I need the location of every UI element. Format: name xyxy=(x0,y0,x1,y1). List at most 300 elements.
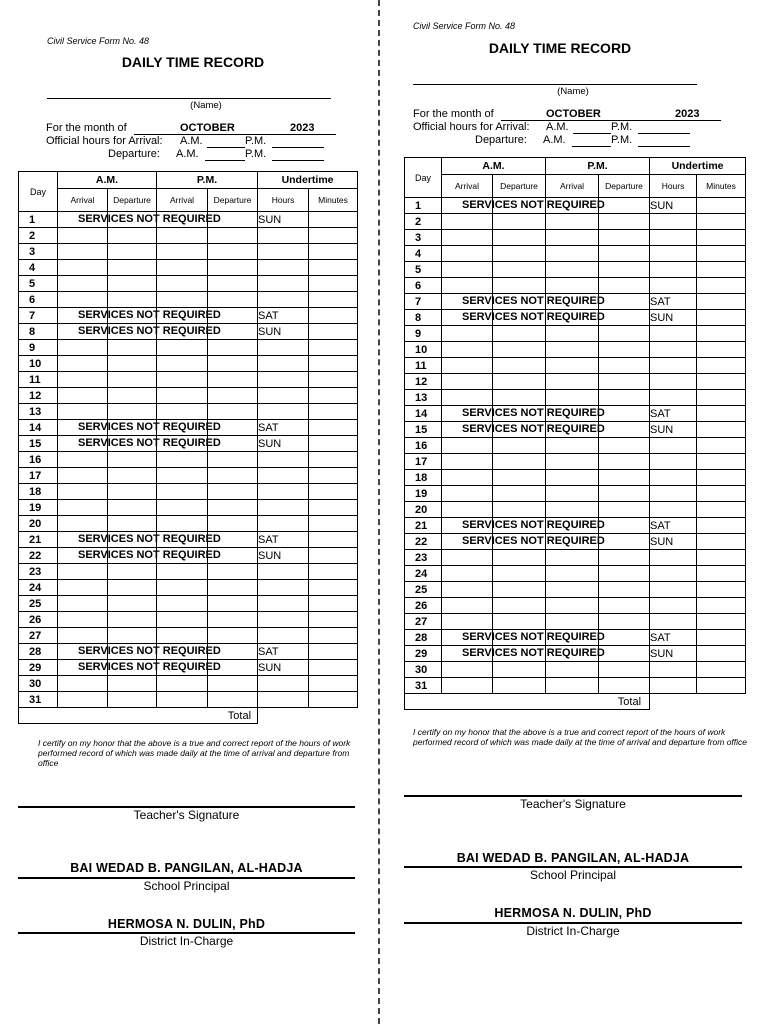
departure-am-line xyxy=(572,146,611,147)
pm-arrival-cell xyxy=(546,534,599,550)
day-number: 20 xyxy=(405,502,442,518)
departure-pm-label: P.M. xyxy=(245,148,267,160)
pm-departure-cell xyxy=(599,534,650,550)
am-departure-cell xyxy=(108,324,157,340)
pm-departure-cell xyxy=(599,486,650,502)
district-title: District In-Charge xyxy=(526,924,620,938)
minutes-cell xyxy=(697,326,746,342)
am-departure-cell xyxy=(493,566,546,582)
weekday-label xyxy=(650,390,697,406)
am-arrival-cell xyxy=(58,564,108,580)
am-arrival-cell xyxy=(442,566,493,582)
pm-departure-cell xyxy=(208,644,258,660)
minutes-cell xyxy=(697,678,746,694)
am-arrival-cell xyxy=(442,662,493,678)
day-number: 17 xyxy=(405,454,442,470)
minutes-cell xyxy=(697,214,746,230)
pm-arrival-cell xyxy=(157,580,208,596)
weekday-label xyxy=(650,342,697,358)
pm-departure-cell xyxy=(208,452,258,468)
day-number: 2 xyxy=(19,228,58,244)
am-departure-cell xyxy=(493,406,546,422)
table-row xyxy=(405,358,746,374)
table-row xyxy=(19,292,358,308)
minutes-cell xyxy=(309,356,358,372)
pm-departure-cell xyxy=(208,276,258,292)
am-arrival-cell xyxy=(442,230,493,246)
pm-arrival-cell xyxy=(546,406,599,422)
minutes-cell xyxy=(309,436,358,452)
pm-departure-cell xyxy=(208,228,258,244)
am-arrival-cell xyxy=(442,646,605,662)
day-number: 6 xyxy=(405,278,442,294)
table-row xyxy=(405,374,746,390)
weekday-label xyxy=(650,326,697,342)
pm-departure-cell xyxy=(599,214,650,230)
am-departure-cell xyxy=(108,404,157,420)
pm-arrival-cell xyxy=(546,246,599,262)
minutes-cell xyxy=(697,342,746,358)
pm-departure-cell xyxy=(599,582,650,598)
am-departure-cell xyxy=(108,628,157,644)
day-number: 3 xyxy=(405,230,442,246)
am-arrival-cell xyxy=(58,612,108,628)
services-not-required-note: SERVICES NOT REQUIRED xyxy=(78,213,221,225)
am-arrival-cell xyxy=(58,308,221,324)
pm-arrival-cell xyxy=(157,260,208,276)
weekday-label xyxy=(258,500,309,516)
table-row xyxy=(19,452,358,468)
weekday-label xyxy=(650,566,697,582)
table-row xyxy=(405,406,746,422)
services-not-required-note: SERVICES NOT REQUIRED xyxy=(462,295,605,307)
am-arrival-cell xyxy=(58,532,221,548)
day-number: 27 xyxy=(19,628,58,644)
day-number: 25 xyxy=(405,582,442,598)
am-arrival-cell xyxy=(442,342,493,358)
am-departure-cell xyxy=(108,484,157,500)
minutes-cell xyxy=(697,630,746,646)
minutes-cell xyxy=(697,534,746,550)
am-departure-cell xyxy=(493,246,546,262)
day-number: 9 xyxy=(405,326,442,342)
pm-departure-cell xyxy=(599,422,650,438)
am-departure-cell xyxy=(108,532,157,548)
am-arrival-cell xyxy=(442,198,605,214)
services-not-required-note: SERVICES NOT REQUIRED xyxy=(78,645,221,657)
pm-departure-cell xyxy=(208,548,258,564)
am-departure-cell xyxy=(493,630,546,646)
table-row xyxy=(405,262,746,278)
am-arrival-cell xyxy=(442,598,493,614)
table-row xyxy=(405,534,746,550)
pm-arrival-cell xyxy=(546,422,599,438)
am-departure-cell xyxy=(493,358,546,374)
pm-arrival-cell xyxy=(157,404,208,420)
weekday-label xyxy=(258,260,309,276)
table-row xyxy=(19,324,358,340)
pm-arrival-cell xyxy=(546,230,599,246)
total-blank xyxy=(650,694,746,710)
table-row xyxy=(19,420,358,436)
weekday-label xyxy=(650,678,697,694)
table-row xyxy=(405,454,746,470)
am-arrival-cell xyxy=(58,436,221,452)
services-not-required-note: SERVICES NOT REQUIRED xyxy=(462,631,605,643)
table-row xyxy=(19,660,358,676)
day-number: 23 xyxy=(405,550,442,566)
am-departure-cell xyxy=(493,678,546,694)
am-arrival-cell xyxy=(442,390,493,406)
day-number: 1 xyxy=(19,212,58,228)
am-departure-cell xyxy=(108,212,157,228)
weekday-label xyxy=(258,484,309,500)
day-number: 4 xyxy=(405,246,442,262)
minutes-cell xyxy=(697,310,746,326)
pm-departure-cell xyxy=(599,566,650,582)
pm-arrival-cell xyxy=(157,452,208,468)
am-header: A.M. xyxy=(442,158,546,175)
pm-departure-cell xyxy=(208,660,258,676)
day-number: 15 xyxy=(19,436,58,452)
minutes-cell xyxy=(697,662,746,678)
am-arrival-cell xyxy=(58,580,108,596)
am-departure-cell xyxy=(493,662,546,678)
day-number: 22 xyxy=(405,534,442,550)
pm-departure-header: Departure xyxy=(599,175,650,198)
weekday-label: SUN xyxy=(258,548,309,564)
arrival-pm-line xyxy=(272,147,324,148)
district-name: HERMOSA N. DULIN, PhD xyxy=(494,906,652,920)
table-row xyxy=(19,308,358,324)
month-line xyxy=(134,134,336,135)
teacher-signature-label: Teacher's Signature xyxy=(133,808,240,822)
day-number: 21 xyxy=(405,518,442,534)
pm-arrival-cell xyxy=(546,486,599,502)
minutes-cell xyxy=(309,676,358,692)
day-number: 12 xyxy=(19,388,58,404)
pm-arrival-cell xyxy=(157,564,208,580)
am-departure-cell xyxy=(108,244,157,260)
day-number: 30 xyxy=(405,662,442,678)
am-departure-cell xyxy=(108,612,157,628)
am-arrival-cell xyxy=(58,676,108,692)
hours-header: Hours xyxy=(650,175,697,198)
day-number: 7 xyxy=(405,294,442,310)
table-row xyxy=(19,404,358,420)
day-number: 11 xyxy=(405,358,442,374)
table-row xyxy=(405,214,746,230)
day-number: 2 xyxy=(405,214,442,230)
pm-departure-cell xyxy=(599,390,650,406)
day-number: 1 xyxy=(405,198,442,214)
pm-arrival-cell xyxy=(157,244,208,260)
pm-departure-cell xyxy=(208,212,258,228)
pm-departure-cell xyxy=(208,388,258,404)
table-row xyxy=(19,644,358,660)
weekday-label: SAT xyxy=(258,308,309,324)
pm-departure-cell xyxy=(599,438,650,454)
am-departure-cell xyxy=(108,580,157,596)
am-arrival-cell xyxy=(442,310,605,326)
minutes-cell xyxy=(309,564,358,580)
am-departure-header: Departure xyxy=(493,175,546,198)
minutes-cell xyxy=(697,518,746,534)
am-departure-cell xyxy=(108,340,157,356)
pm-departure-cell xyxy=(208,468,258,484)
am-arrival-cell xyxy=(58,244,108,260)
table-row xyxy=(405,630,746,646)
am-departure-cell xyxy=(108,420,157,436)
table-row xyxy=(405,278,746,294)
year-value: 2023 xyxy=(290,122,315,134)
am-departure-cell xyxy=(493,518,546,534)
am-arrival-cell xyxy=(58,484,108,500)
pm-departure-cell xyxy=(599,470,650,486)
pm-departure-cell xyxy=(599,502,650,518)
minutes-header: Minutes xyxy=(697,175,746,198)
services-not-required-note: SERVICES NOT REQUIRED xyxy=(78,437,221,449)
day-number: 31 xyxy=(19,692,58,708)
pm-departure-cell xyxy=(208,516,258,532)
day-number: 17 xyxy=(19,468,58,484)
day-number: 3 xyxy=(19,244,58,260)
day-number: 13 xyxy=(405,390,442,406)
pm-departure-cell xyxy=(208,292,258,308)
am-arrival-cell xyxy=(58,340,108,356)
pm-departure-cell xyxy=(208,484,258,500)
table-row xyxy=(19,212,358,228)
weekday-label xyxy=(650,582,697,598)
weekday-label xyxy=(258,340,309,356)
services-not-required-note: SERVICES NOT REQUIRED xyxy=(78,533,221,545)
am-departure-cell xyxy=(493,294,546,310)
am-arrival-cell xyxy=(58,356,108,372)
am-arrival-cell xyxy=(442,550,493,566)
am-departure-cell xyxy=(493,326,546,342)
am-departure-cell xyxy=(108,228,157,244)
arrival-am-line xyxy=(573,133,611,134)
am-departure-cell xyxy=(108,692,157,708)
pm-arrival-cell xyxy=(157,292,208,308)
am-departure-cell xyxy=(493,262,546,278)
weekday-label: SUN xyxy=(650,646,697,662)
day-number: 8 xyxy=(19,324,58,340)
day-number: 5 xyxy=(19,276,58,292)
weekday-label xyxy=(258,564,309,580)
minutes-cell xyxy=(697,230,746,246)
am-departure-cell xyxy=(493,198,546,214)
form-title: DAILY TIME RECORD xyxy=(121,54,265,70)
name-line xyxy=(413,84,697,85)
minutes-cell xyxy=(309,420,358,436)
day-number: 28 xyxy=(405,630,442,646)
table-row xyxy=(19,612,358,628)
pm-departure-cell xyxy=(208,580,258,596)
table-row xyxy=(19,532,358,548)
table-row xyxy=(405,486,746,502)
am-departure-cell xyxy=(493,582,546,598)
am-arrival-cell xyxy=(58,660,221,676)
minutes-cell xyxy=(697,582,746,598)
weekday-label xyxy=(650,230,697,246)
day-number: 21 xyxy=(19,532,58,548)
minutes-cell xyxy=(309,308,358,324)
weekday-label: SAT xyxy=(258,532,309,548)
table-row xyxy=(405,582,746,598)
pm-arrival-cell xyxy=(157,676,208,692)
weekday-label: SUN xyxy=(258,324,309,340)
minutes-cell xyxy=(697,470,746,486)
pm-arrival-cell xyxy=(546,598,599,614)
principal-title: School Principal xyxy=(143,879,230,893)
certification-text: I certify on my honor that the above is a true and correct report of the hours of work performed record of which was made daily at the time of arrival and departure from office xyxy=(413,727,748,747)
services-not-required-note: SERVICES NOT REQUIRED xyxy=(462,407,605,419)
pm-arrival-cell xyxy=(157,212,208,228)
departure-am-label: A.M. xyxy=(543,134,566,146)
undertime-header: Undertime xyxy=(258,172,358,189)
minutes-cell xyxy=(309,276,358,292)
day-number: 15 xyxy=(405,422,442,438)
pm-arrival-cell xyxy=(546,326,599,342)
pm-departure-cell xyxy=(208,308,258,324)
arrival-label: Official hours for Arrival: xyxy=(46,135,163,147)
weekday-label xyxy=(650,486,697,502)
pm-departure-cell xyxy=(599,646,650,662)
teacher-signature-label: Teacher's Signature xyxy=(520,797,626,811)
departure-pm-line xyxy=(638,146,690,147)
pm-departure-cell xyxy=(208,420,258,436)
weekday-label: SUN xyxy=(258,436,309,452)
weekday-label xyxy=(258,676,309,692)
am-arrival-cell xyxy=(442,630,605,646)
month-value: OCTOBER xyxy=(546,108,601,120)
services-not-required-note: SERVICES NOT REQUIRED xyxy=(78,421,221,433)
pm-arrival-cell xyxy=(157,436,208,452)
pm-arrival-cell xyxy=(157,548,208,564)
weekday-label xyxy=(258,580,309,596)
weekday-label: SAT xyxy=(650,630,697,646)
pm-departure-cell xyxy=(208,260,258,276)
table-row xyxy=(19,484,358,500)
minutes-cell xyxy=(309,228,358,244)
weekday-label xyxy=(258,612,309,628)
pm-arrival-cell xyxy=(157,612,208,628)
day-header: Day xyxy=(405,158,442,198)
form-number: Civil Service Form No. 48 xyxy=(47,36,150,46)
am-departure-cell xyxy=(108,644,157,660)
pm-departure-cell xyxy=(208,628,258,644)
am-arrival-cell xyxy=(58,452,108,468)
am-departure-cell xyxy=(493,230,546,246)
pm-arrival-cell xyxy=(157,308,208,324)
weekday-label: SAT xyxy=(650,406,697,422)
weekday-label xyxy=(258,628,309,644)
minutes-cell xyxy=(697,646,746,662)
am-departure-cell xyxy=(108,276,157,292)
total-label: Total xyxy=(405,694,650,710)
am-arrival-cell xyxy=(58,276,108,292)
weekday-label xyxy=(258,388,309,404)
weekday-label xyxy=(650,454,697,470)
table-row xyxy=(405,646,746,662)
table-row xyxy=(19,676,358,692)
weekday-label xyxy=(258,596,309,612)
hours-header: Hours xyxy=(258,189,309,212)
services-not-required-note: SERVICES NOT REQUIRED xyxy=(462,199,605,211)
day-number: 13 xyxy=(19,404,58,420)
day-number: 29 xyxy=(405,646,442,662)
minutes-cell xyxy=(309,260,358,276)
weekday-label: SUN xyxy=(258,660,309,676)
form-title: DAILY TIME RECORD xyxy=(488,40,632,56)
table-row xyxy=(405,502,746,518)
day-number: 12 xyxy=(405,374,442,390)
day-number: 25 xyxy=(19,596,58,612)
am-departure-cell xyxy=(493,342,546,358)
departure-label: Departure: xyxy=(108,148,160,160)
pm-arrival-header: Arrival xyxy=(157,189,208,212)
weekday-label xyxy=(258,276,309,292)
pm-departure-cell xyxy=(599,598,650,614)
table-row xyxy=(405,198,746,214)
day-number: 9 xyxy=(19,340,58,356)
services-not-required-note: SERVICES NOT REQUIRED xyxy=(78,309,221,321)
weekday-label xyxy=(258,292,309,308)
am-arrival-cell xyxy=(442,486,493,502)
am-departure-cell xyxy=(493,278,546,294)
day-number: 4 xyxy=(19,260,58,276)
pm-arrival-cell xyxy=(546,662,599,678)
name-label: (Name) xyxy=(190,100,222,111)
day-number: 26 xyxy=(19,612,58,628)
am-arrival-cell xyxy=(442,422,605,438)
day-number: 11 xyxy=(19,372,58,388)
am-departure-cell xyxy=(108,500,157,516)
minutes-cell xyxy=(309,324,358,340)
am-arrival-cell xyxy=(442,454,493,470)
day-number: 27 xyxy=(405,614,442,630)
pm-arrival-cell xyxy=(157,276,208,292)
table-row xyxy=(19,516,358,532)
am-arrival-cell xyxy=(442,278,493,294)
pm-departure-cell xyxy=(208,340,258,356)
day-number: 10 xyxy=(405,342,442,358)
pm-arrival-cell xyxy=(157,660,208,676)
services-not-required-note: SERVICES NOT REQUIRED xyxy=(462,311,605,323)
weekday-label xyxy=(650,470,697,486)
am-arrival-cell xyxy=(442,678,493,694)
table-row xyxy=(19,468,358,484)
day-number: 30 xyxy=(19,676,58,692)
table-row xyxy=(19,436,358,452)
minutes-cell xyxy=(309,580,358,596)
minutes-cell xyxy=(309,660,358,676)
am-departure-cell xyxy=(108,596,157,612)
am-departure-cell xyxy=(108,452,157,468)
table-row xyxy=(19,548,358,564)
am-arrival-cell xyxy=(58,292,108,308)
weekday-label: SUN xyxy=(258,212,309,228)
am-arrival-cell xyxy=(58,228,108,244)
day-number: 19 xyxy=(405,486,442,502)
form-number: Civil Service Form No. 48 xyxy=(413,21,516,31)
am-arrival-cell xyxy=(442,358,493,374)
am-arrival-cell xyxy=(442,262,493,278)
weekday-label xyxy=(258,244,309,260)
am-arrival-cell xyxy=(442,614,493,630)
pm-arrival-cell xyxy=(546,358,599,374)
